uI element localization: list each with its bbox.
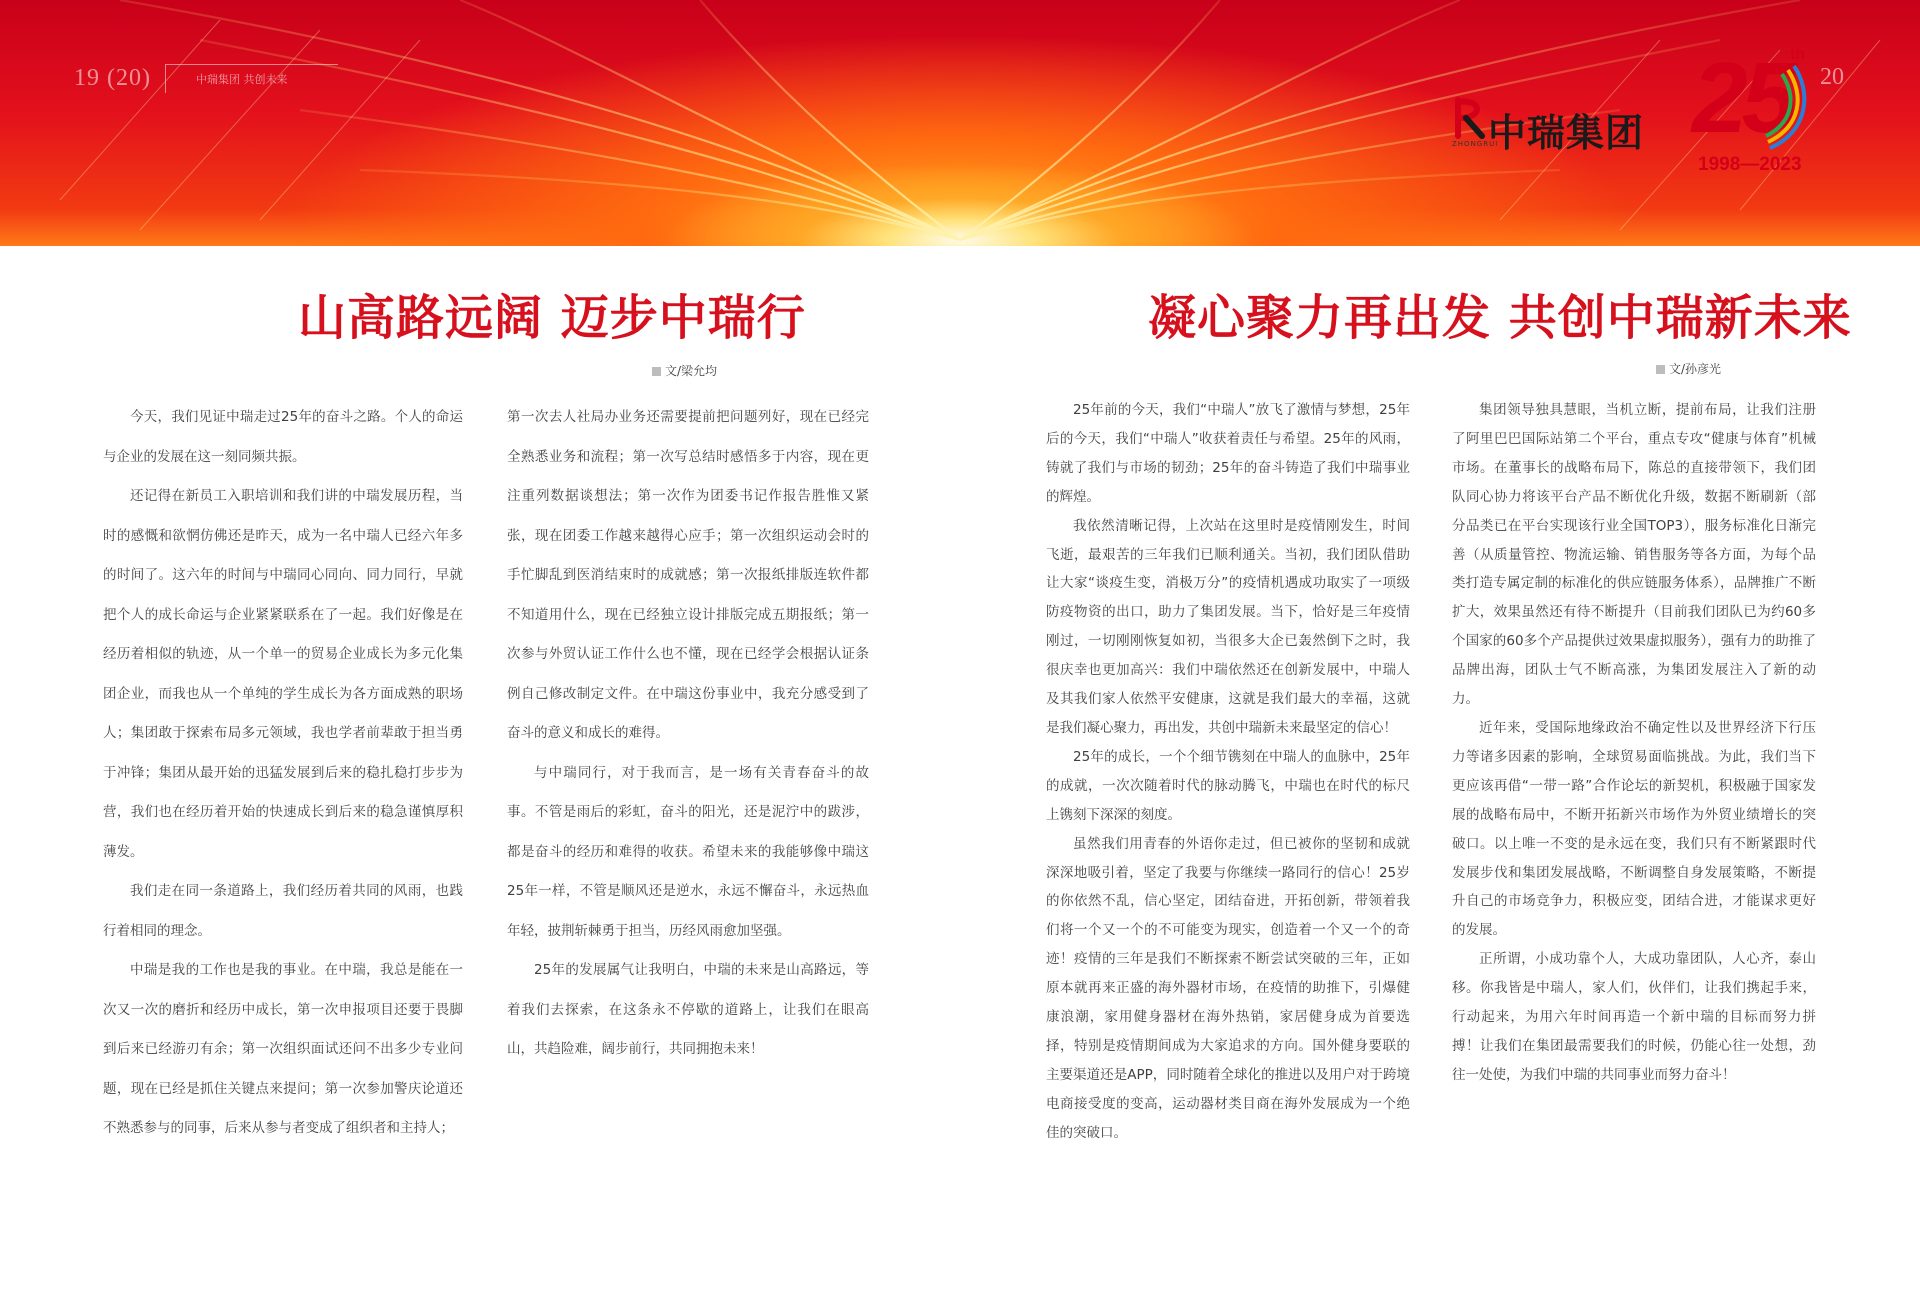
logo-mark-icon — [1452, 96, 1486, 140]
anniversary-badge — [1690, 44, 1820, 180]
paragraph: 集团领导独具慧眼，当机立断，提前布局，让我们注册了阿里巴巴国际站第二个平台，重点专攻“健康与体育”机械市场。在董事长的战略布局下，陈总的直接带领下，我们团队同心协力将该平台产品不断优化升级，数据不断刷新（部分品类已在平台实现该行业全国TOP3），服务标准化日渐完善（从质量管控、物流运输、销售服务等各方面，为每个品类打造专属定制的标准化的供应链服务体系），品牌推广不断扩大，效果虽然还有待不断提升（目前我们团队已为约60多个国家的60多个产品提供过效果虚拟服务），强有力的助推了品牌出海，团队士气不断高涨，为集团发展注入了新的动力。 — [1452, 402, 1816, 708]
paragraph: 25年前的今天，我们“中瑞人”放飞了激情与梦想，25年后的今天，我们“中瑞人”收获着责任与希望。25年的风雨，铸就了我们与市场的韧劲；25年的奋斗铸造了我们中瑞事业的辉煌。 — [1046, 402, 1410, 505]
paragraph: 近年来，受国际地缘政治不确定性以及世界经济下行压力等诸多因素的影响，全球贸易面临挑战。为此，我们当下更应该再借“一带一路”合作论坛的新契机，积极融于国家发展的战略布局中，不断开拓新兴市场作为外贸业绩增长的突破口。以上唯一不变的是永远在变，我们只有不断紧跟时代发展步伐和集团发展战略，不断调整自身发展策略，不断提升自己的市场竞争力，积极应变，团结合进，才能谋求更好的发展。 — [1452, 719, 1816, 939]
left-page-meta — [74, 64, 338, 93]
right-article-column-2 — [1452, 396, 1816, 1090]
paragraph: 第一次去人社局办业务还需要提前把问题列好，现在已经完全熟悉业务和流程；第一次写总结时感悟多于内容，现在更注重列数据谈想法；第一次作为团委书记作报告胜惟又紧张，现在团委工作越来越得心应手；第一次组织运动会时的手忙脚乱到医消结束时的成就感；第一次报纸排版连软件都不知道用什么，现在已经独立设计排版完成五期报纸；第一次参与外贸认证工作什么也不懂，现在已经学会根据认证条例自己修改制定文件。在中瑞这份事业中，我充分感受到了奋斗的意义和成长的难得。 — [507, 409, 869, 741]
paragraph: 我依然清晰记得，上次站在这里时是疫情刚发生，时间飞逝，最艰苦的三年我们已顺利通关。当初，我们团队借助让大家“谈疫生变，消极万分”的疫情机遇成功取实了一项级防疫物资的出口，助力了集团发展。当下，恰好是三年疫情刚过，一切刚刚恢复如初，当很多大企已轰然倒下之时，我很庆幸也更加高兴：我们中瑞依然还在创新发展中，中瑞人及其我们家人依然平安健康，这就是我们最大的幸福，这就是我们凝心聚力，再出发，共创中瑞新未来最坚定的信心！ — [1046, 517, 1410, 736]
paragraph: 中瑞是我的工作也是我的事业。在中瑞，我总是能在一次又一次的磨折和经历中成长，第一次申报项目还要于畏脚到后来已经游刃有余；第一次组织面试还问不出多少专业问题，现在已经是抓住关键点来提问；第一次参加警庆论道还不熟悉参与的同事，后来从参与者变成了组织者和主持人； — [103, 962, 463, 1136]
logo-text: 中瑞集团 — [1488, 111, 1645, 155]
right-page-number: 20 — [1820, 64, 1844, 90]
author-marker-icon — [1656, 365, 1665, 374]
right-article-column-1 — [1046, 396, 1410, 1148]
anniversary-years: 1998—2023 — [1698, 154, 1802, 175]
ribbon-icon — [1764, 62, 1814, 152]
paragraph: 正所谓，小成功靠个人，大成功靠团队，人心齐，泰山移。你我皆是中瑞人，家人们，伙伴们，让我们携起手来，行动起来，为用六年时间再造一个新中瑞的目标而努力拼搏！让我们在集团最需要我们的时候，仍能心往一处想，劲往一处使，为我们中瑞的共同事业而努力奋斗！ — [1452, 951, 1816, 1083]
left-article-title: 山高路远阔 迈步中瑞行 — [298, 290, 806, 346]
left-article-author — [652, 362, 717, 379]
right-article-title: 凝心聚力再出发 共创中瑞新未来 — [1148, 290, 1852, 346]
paragraph: 25年的发展属气让我明白，中瑞的未来是山高路远，等着我们去探索，在这条永不停歇的道路上，让我们在眼高山，共趋险难，阔步前行，共同拥抱未来！ — [507, 962, 869, 1057]
header-banner — [0, 0, 1920, 246]
right-author-text: 文/孙彦光 — [1669, 362, 1722, 376]
section-label: 中瑞集团 共创未来 — [165, 64, 338, 93]
paragraph: 与中瑞同行，对于我而言，是一场有关青春奋斗的故事。不管是雨后的彩虹，奋斗的阳光，还是泥泞中的跋涉，都是奋斗的经历和难得的收获。希望未来的我能够像中瑞这25年一样，不管是顺风还是逆水，永远不懈奋斗，永远热血年轻，披荆斩棘勇于担当，历经风雨愈加坚强。 — [507, 764, 869, 939]
left-article-column-1 — [103, 398, 463, 1149]
paragraph: 我们走在同一条道路上，我们经历着共同的风雨，也践行着相同的理念。 — [103, 883, 463, 939]
paragraph: 今天，我们见证中瑞走过25年的奋斗之路。个人的命运与企业的发展在这一刻同频共振。 — [103, 409, 463, 465]
left-author-text: 文/梁允均 — [665, 364, 718, 378]
paragraph: 虽然我们用青春的外语你走过，但已被你的坚韧和成就深深地吸引着，坚定了我要与你继续一路同行的信心！25岁的你依然不乱，信心坚定，团结奋进，开拓创新，带领着我们将一个又一个的不可能变为现实，创造着一个又一个的奇迹！疫情的三年是我们不断探索不断尝试突破的三年，正如原本就再来正盛的海外器材市场，在疫情的助推下，引爆健康浪潮，家用健身器材在海外热销，家居健身成为首要选择，特别是疫情期间成为大家追求的方向。国外健身要联的主要渠道还是APP，同时随着全球化的推进以及用户对于跨境电商接受度的变高，运动器材类目商在海外发展成为一个绝佳的突破口。 — [1046, 835, 1410, 1141]
paragraph: 25年的成长，一个个细节镌刻在中瑞人的血脉中，25年的成就，一次次随着时代的脉动腾飞，中瑞也在时代的标尺上镌刻下深深的刻度。 — [1046, 748, 1410, 823]
right-article-author — [1656, 360, 1721, 377]
paragraph: 还记得在新员工入职培训和我们讲的中瑞发展历程，当时的感慨和欲惘仿佛还是昨天，成为一名中瑞人已经六年多的时间了。这六年的时间与中瑞同心同向、同力同行，早就把个人的成长命运与企业紧紧联系在了一起。我们好像是在经历着相似的轨迹，从一个单一的贸易企业成长为多元化集团企业，而我也从一个单纯的学生成长为各方面成熟的职场人；集团敢于探索布局多元领域，我也学者前辈敢于担当勇于冲锋；集团从最开始的迅猛发展到后来的稳扎稳打步步为营，我们也在经历着开始的快速成长到后来的稳急谨慎厚积薄发。 — [103, 488, 463, 860]
left-article-column-2 — [507, 398, 869, 1070]
company-logo — [1452, 96, 1645, 155]
author-marker-icon — [652, 367, 661, 376]
logo-english: ZHONGRUI — [1452, 140, 1499, 148]
anniversary-suffix: th — [1790, 46, 1806, 63]
anniversary-number: 25 — [1692, 42, 1792, 154]
left-page-number: 19 (20) — [74, 65, 151, 91]
